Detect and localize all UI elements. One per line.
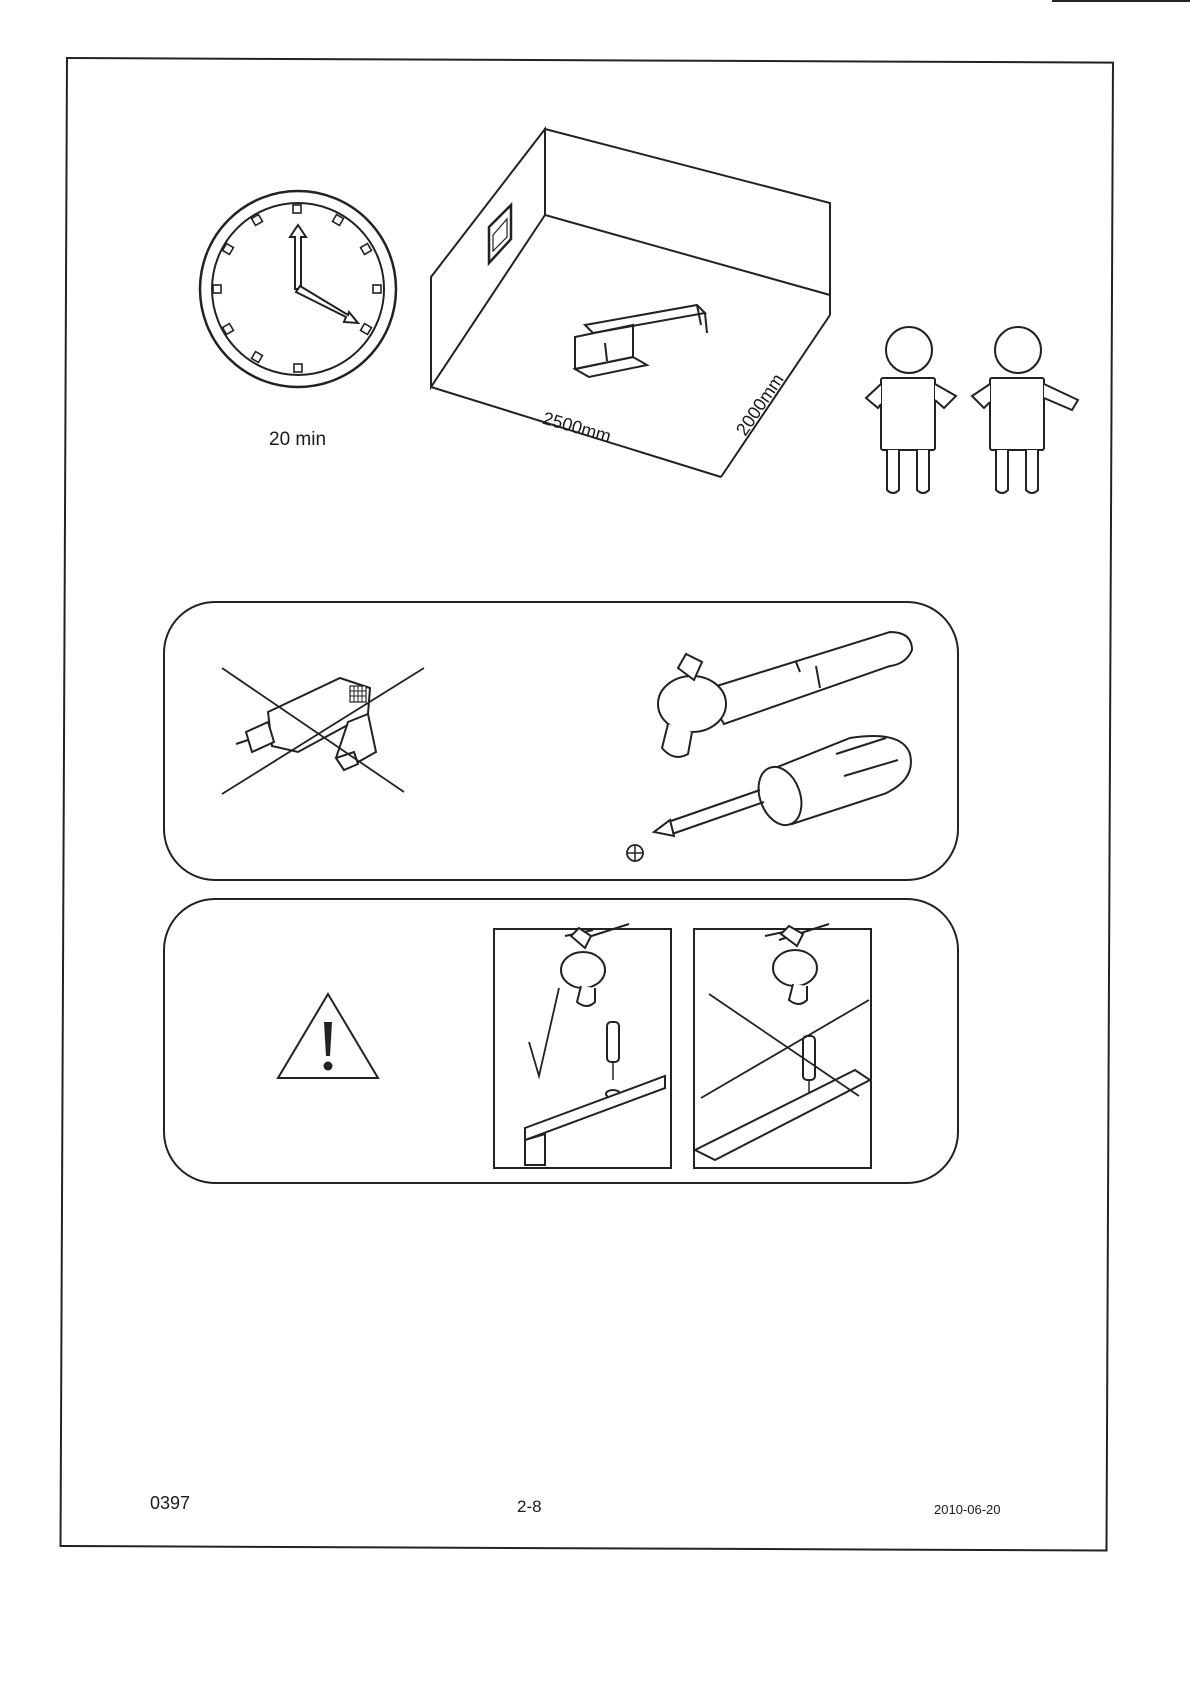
phillips-symbol-icon — [624, 842, 646, 864]
two-people-icon — [860, 322, 1090, 497]
document-number: 0397 — [150, 1493, 191, 1513]
phillips-screwdriver-icon — [640, 732, 920, 842]
clock-icon — [198, 189, 398, 389]
warning-triangle-icon — [274, 990, 382, 1082]
time-label: 20 min — [269, 429, 327, 450]
correct-example-illustration — [495, 930, 670, 1165]
scan-edge-line — [1052, 0, 1190, 2]
check-mark-icon — [529, 988, 559, 1076]
wrong-example-illustration — [695, 930, 870, 1165]
page-number: 2-8 — [517, 1497, 542, 1516]
power-drill-crossed-icon — [218, 660, 428, 800]
document-date: 2010-06-20 — [934, 1502, 1001, 1517]
workspace-box-icon — [425, 125, 845, 480]
dimension-width-label: 2000mm — [732, 369, 788, 440]
dimension-length-label: 2500mm — [540, 408, 614, 447]
